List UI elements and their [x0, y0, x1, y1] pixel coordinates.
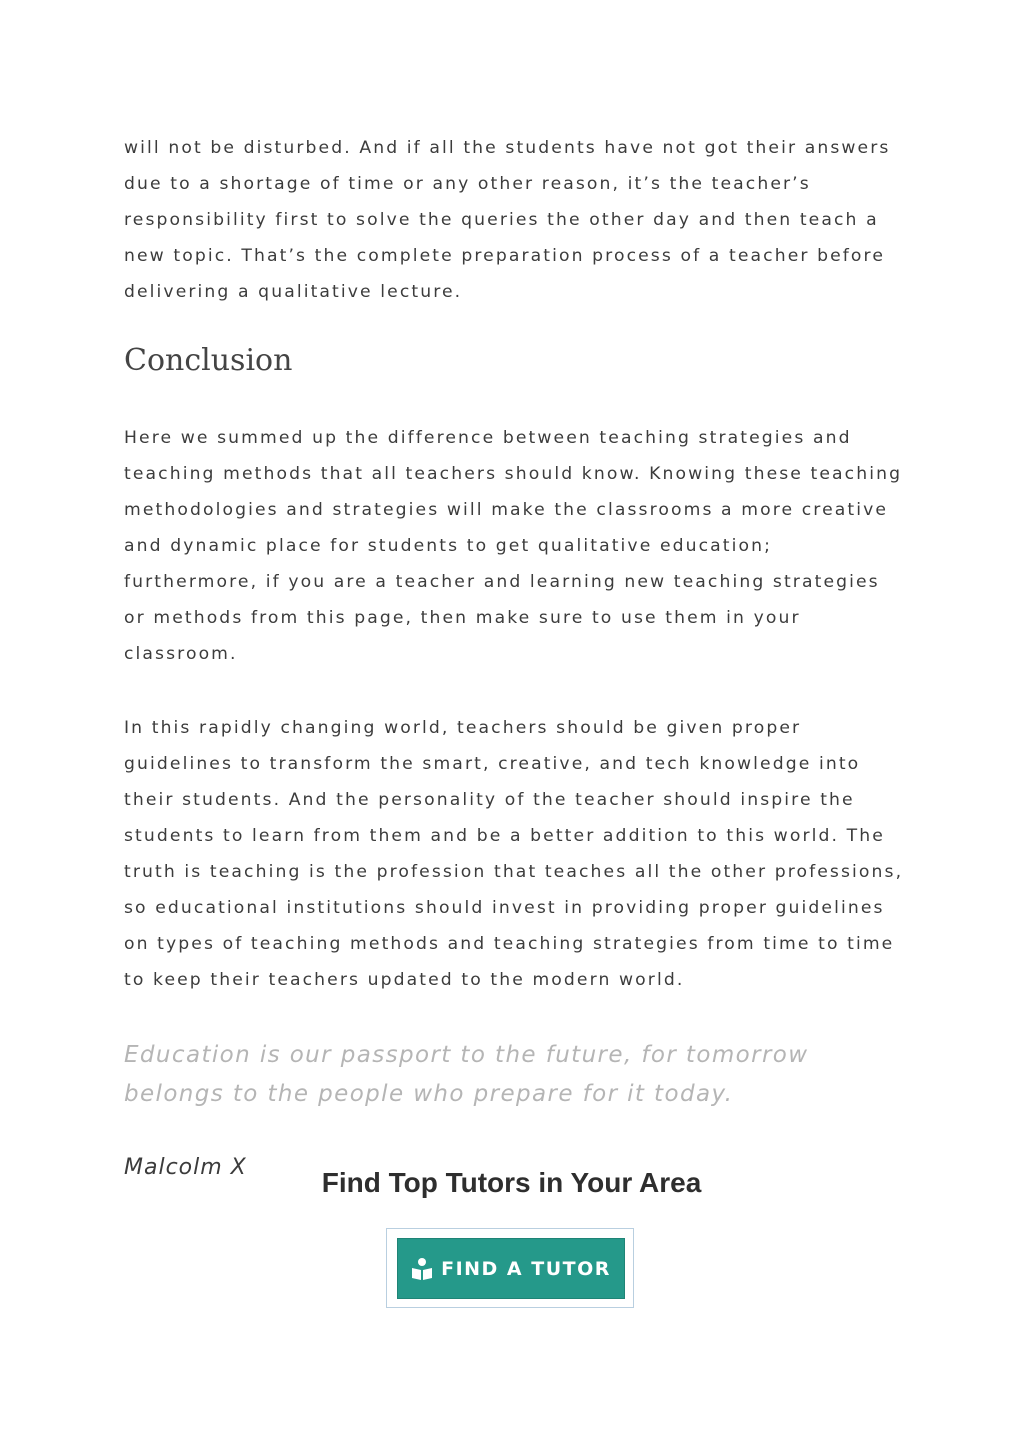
quote-author: Malcolm X — [124, 1155, 247, 1180]
find-tutor-button[interactable] — [397, 1238, 625, 1299]
find-tutor-label: FIND A TUTOR — [441, 1257, 611, 1280]
conclusion-heading: Conclusion — [124, 343, 293, 378]
paragraph-conclusion-1: Here we summed up the difference between teaching strategies and teaching methods that all teachers should know. Knowing these teaching methodologies and strategies will make the classrooms a more creative and dynamic place for students to get qualitative education; furthermore, if you are a teacher and learning new teaching strategies or methods from this page, then make sure to use them in your classroom. — [124, 428, 903, 664]
paragraph-conclusion-2: In this rapidly changing world, teachers should be given proper guidelines to transform the smart, creative, and tech knowledge into their students. And the personality of the teacher should inspire the students to learn from them and be a better addition to this world. The truth is teaching is the profession that teaches all the other professions, so educational institutions should invest in providing proper guidelines on types of teaching methods and teaching strategies from time to time to keep their teachers updated to the modern world. — [124, 718, 904, 990]
cta-banner — [386, 1228, 634, 1308]
paragraph-intro: will not be disturbed. And if all the students have not got their answers due to a shortage of time or any other reason, it’s the teacher’s responsibility first to solve the queries the other day and then teach a new topic. That’s the complete preparation process of a teacher before delivering a qualitative lecture. — [124, 138, 891, 302]
quote-text: Education is our passport to the future, for tomorrow belongs to the people who prepare for it today. — [124, 1042, 809, 1107]
reader-book-icon — [411, 1257, 433, 1281]
article-body — [124, 130, 904, 1184]
cta-title: Find Top Tutors in Your Area — [321, 1167, 702, 1198]
